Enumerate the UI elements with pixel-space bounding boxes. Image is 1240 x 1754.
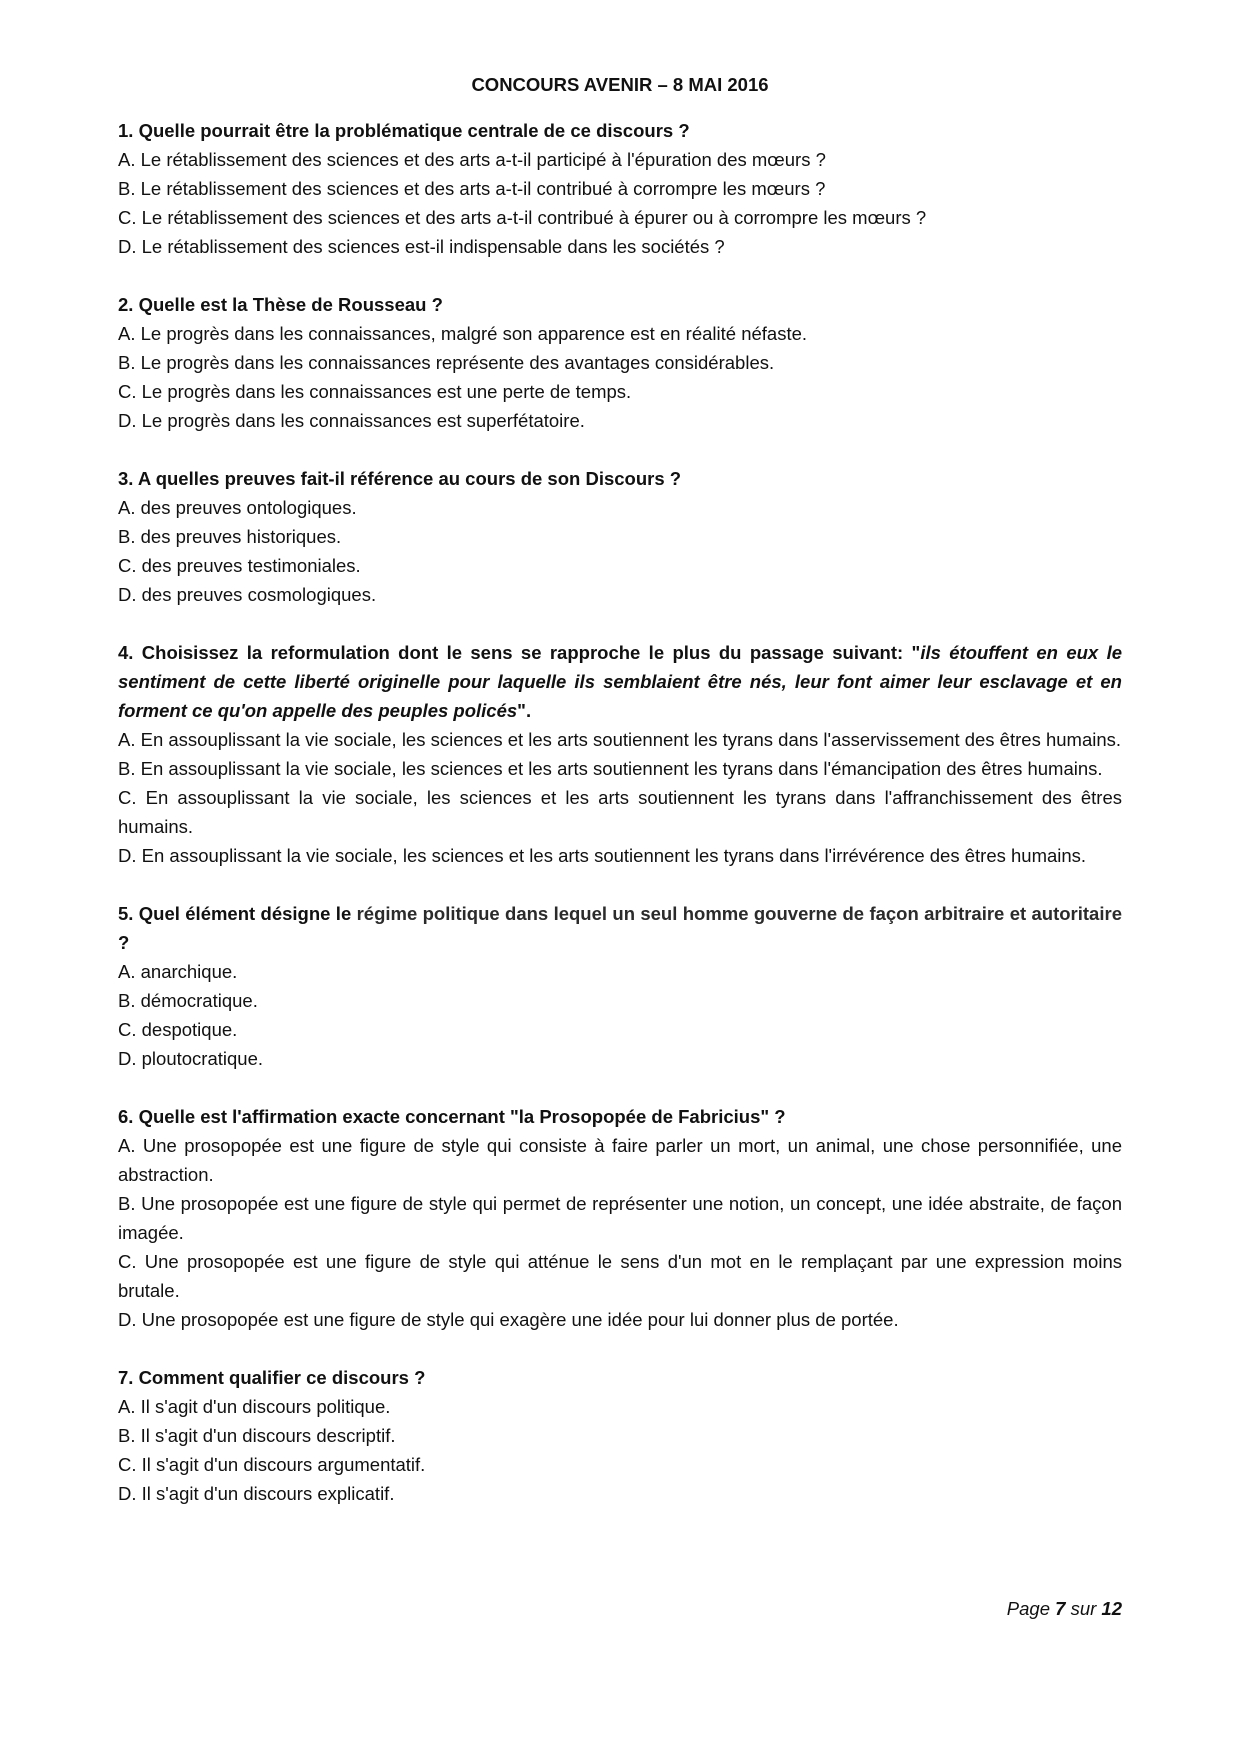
answer-option: B. Le rétablissement des sciences et des arts a-t-il contribué à corrompre les mœurs ? xyxy=(118,178,826,199)
document-page xyxy=(118,70,1122,1537)
question-title xyxy=(118,899,1122,957)
answer-option: C. Le rétablissement des sciences et des arts a-t-il contribué à épurer ou à corrompre les mœurs ? xyxy=(118,207,927,228)
question-title-prefix: 4. Choisissez la reformulation dont le sens se rapproche le plus du passage suivant: " xyxy=(118,642,921,663)
answer-option: C. des preuves testimoniales. xyxy=(118,555,361,576)
answer-option: B. Il s'agit d'un discours descriptif. xyxy=(118,1425,396,1446)
answer-option: D. Une prosopopée est une figure de style qui exagère une idée pour lui donner plus de portée. xyxy=(118,1309,899,1330)
answer-option: C. Il s'agit d'un discours argumentatif. xyxy=(118,1454,426,1475)
answer-option: D. des preuves cosmologiques. xyxy=(118,584,377,605)
question-title: 1. Quelle pourrait être la problématique centrale de ce discours ? xyxy=(118,120,690,141)
answer-option: B. des preuves historiques. xyxy=(118,526,342,547)
answer-option: A. des preuves ontologiques. xyxy=(118,497,357,518)
defined-term: régime politique dans lequel un seul homme gouverne de façon arbitraire et autoritaire xyxy=(356,903,1122,924)
question-title: 3. A quelles preuves fait-il référence au cours de son Discours ? xyxy=(118,468,682,489)
answer-option: D. Le progrès dans les connaissances est superfétatoire. xyxy=(118,410,585,431)
question-5 xyxy=(118,899,1122,1073)
question-title: 7. Comment qualifier ce discours ? xyxy=(118,1367,426,1388)
question-title: 6. Quelle est l'affirmation exacte concernant "la Prosopopée de Fabricius" ? xyxy=(118,1106,786,1127)
answer-option: C. En assouplissant la vie sociale, les sciences et les arts soutiennent les tyrans dans l'affranchissement des êtres humains. xyxy=(118,787,1122,837)
answer-option: C. Le progrès dans les connaissances est une perte de temps. xyxy=(118,381,632,402)
question-title xyxy=(118,638,1122,725)
answer-option: A. Le rétablissement des sciences et des arts a-t-il participé à l'épuration des mœurs ? xyxy=(118,149,826,170)
answer-option: A. Une prosopopée est une figure de style qui consiste à faire parler un mort, un animal, une chose personnifiée, une abstraction. xyxy=(118,1135,1122,1185)
answer-option: A. En assouplissant la vie sociale, les sciences et les arts soutiennent les tyrans dans l'asservissement des êtres humains. xyxy=(118,729,1122,750)
question-title-suffix: ? xyxy=(118,932,130,953)
question-title-suffix: ". xyxy=(517,700,532,721)
question-title-prefix: 5. Quel élément désigne le xyxy=(118,903,357,924)
question-2 xyxy=(118,290,1122,435)
total-pages: 12 xyxy=(1101,1598,1122,1619)
question-1 xyxy=(118,116,1122,261)
answer-option: C. despotique. xyxy=(118,1019,238,1040)
question-3 xyxy=(118,464,1122,609)
of-label: sur xyxy=(1070,1598,1097,1619)
quoted-passage: ils étouffent en eux le sentiment de cette liberté originelle pour laquelle ils semblaient être nés, leur font aimer leur esclavage et en forment ce qu'on appelle des peuples policés xyxy=(118,642,1123,721)
answer-option: B. En assouplissant la vie sociale, les sciences et les arts soutiennent les tyrans dans l'émancipation des êtres humains. xyxy=(118,758,1103,779)
page-label: Page xyxy=(1006,1598,1050,1619)
answer-option: B. Une prosopopée est une figure de style qui permet de représenter une notion, un concept, une idée abstraite, de façon imagée. xyxy=(118,1193,1122,1243)
question-4 xyxy=(118,638,1122,870)
current-page: 7 xyxy=(1055,1598,1066,1619)
answer-option: C. Une prosopopée est une figure de style qui atténue le sens d'un mot en le remplaçant par une expression moins brutale. xyxy=(118,1251,1122,1301)
question-title: 2. Quelle est la Thèse de Rousseau ? xyxy=(118,294,443,315)
answer-option: A. Le progrès dans les connaissances, malgré son apparence est en réalité néfaste. xyxy=(118,323,808,344)
answer-option: A. anarchique. xyxy=(118,961,238,982)
answer-option: A. Il s'agit d'un discours politique. xyxy=(118,1396,391,1417)
page-number xyxy=(1007,1594,1122,1623)
document-title: CONCOURS AVENIR – 8 MAI 2016 xyxy=(471,74,769,95)
answer-option: D. Il s'agit d'un discours explicatif. xyxy=(118,1483,395,1504)
question-7 xyxy=(118,1363,1122,1508)
answer-option: D. Le rétablissement des sciences est-il indispensable dans les sociétés ? xyxy=(118,236,725,257)
answer-option: B. Le progrès dans les connaissances représente des avantages considérables. xyxy=(118,352,775,373)
answer-option: D. En assouplissant la vie sociale, les sciences et les arts soutiennent les tyrans dans l'irrévérence des êtres humains. xyxy=(118,845,1087,866)
question-6 xyxy=(118,1102,1122,1334)
answer-option: B. démocratique. xyxy=(118,990,258,1011)
answer-option: D. ploutocratique. xyxy=(118,1048,264,1069)
